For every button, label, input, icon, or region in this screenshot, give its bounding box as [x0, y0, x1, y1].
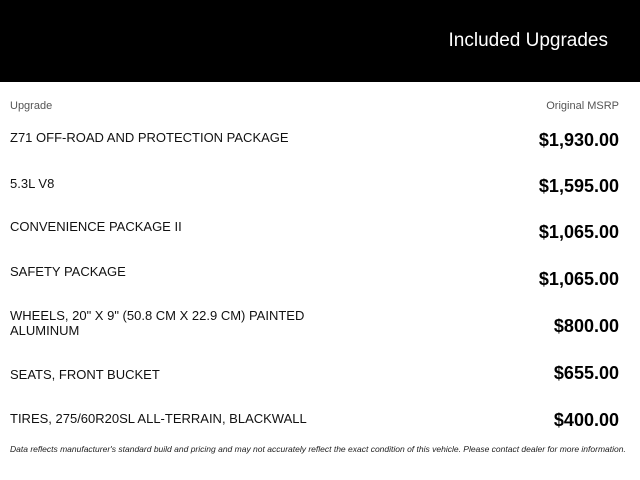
upgrade-price: $1,595.00 [538, 176, 619, 196]
upgrade-name: TIRES, 275/60R20SL ALL-TERRAIN, BLACKWALL [10, 411, 307, 426]
column-header-upgrade: Upgrade [10, 100, 53, 112]
upgrade-price: $1,065.00 [538, 222, 619, 242]
disclaimer-text: Data reflects manufacturer's standard build and pricing and may not accurately reflect the exact condition of this vehicle. Please contact dealer for more information. [10, 444, 626, 454]
upgrade-name: SAFETY PACKAGE [10, 264, 126, 279]
upgrade-price: $1,065.00 [538, 269, 619, 289]
upgrade-price: $655.00 [553, 363, 619, 383]
page-title: Included Upgrades [448, 30, 608, 51]
column-header-msrp: Original MSRP [546, 100, 619, 112]
upgrade-name: CONVENIENCE PACKAGE II [10, 219, 182, 234]
upgrade-price: $1,930.00 [538, 130, 619, 150]
header-bar [0, 0, 640, 82]
upgrade-price: $400.00 [553, 410, 619, 430]
upgrade-name: SEATS, FRONT BUCKET [10, 367, 160, 382]
upgrade-price: $800.00 [553, 316, 619, 336]
upgrade-name: Z71 OFF-ROAD AND PROTECTION PACKAGE [10, 130, 289, 145]
upgrade-name: WHEELS, 20" X 9" (50.8 CM X 22.9 CM) PAINTED ALUMINUM [10, 308, 305, 338]
upgrade-name: 5.3L V8 [10, 176, 55, 191]
